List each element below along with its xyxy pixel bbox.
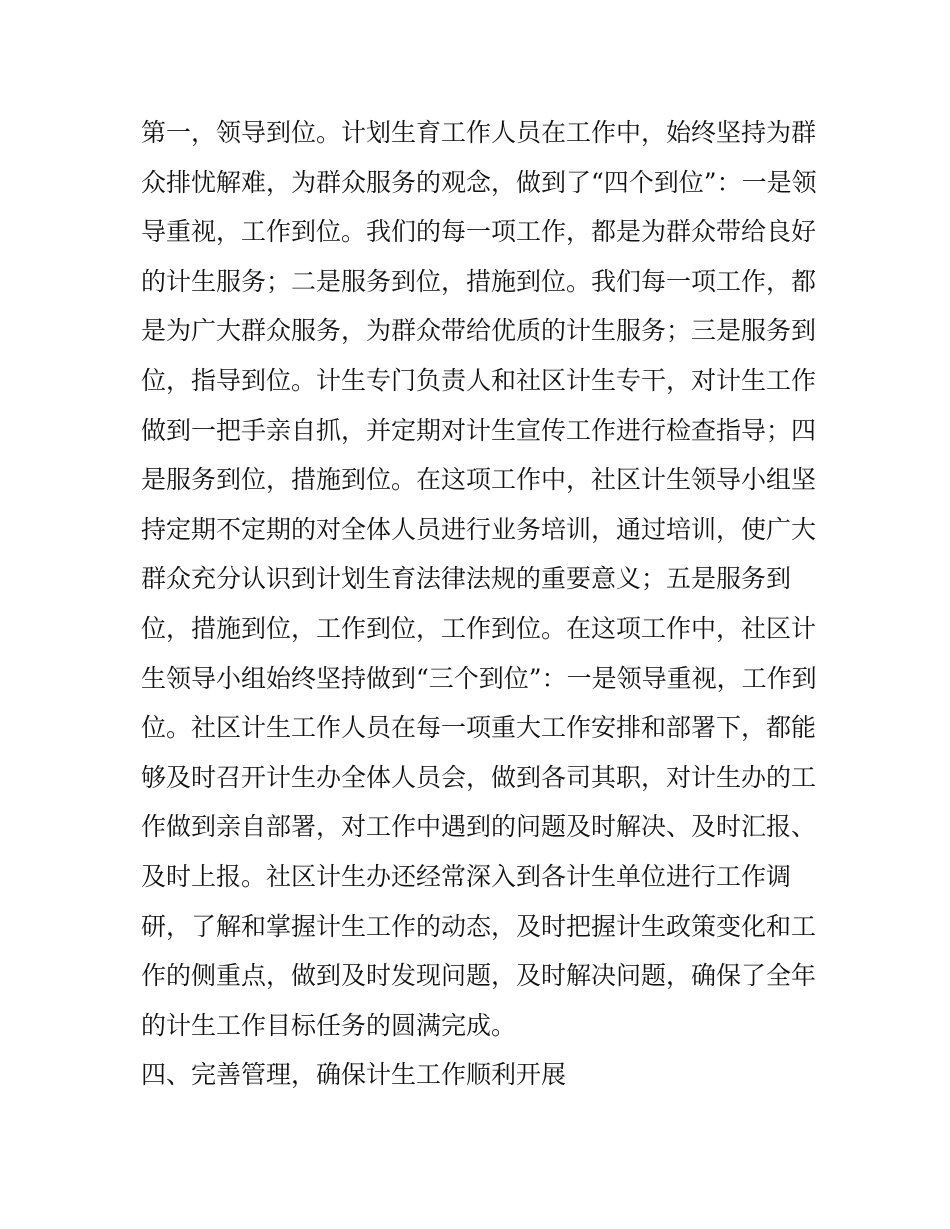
text-line: 持定期不定期的对全体人员进行业务培训，通过培训，使广大 [141, 514, 817, 544]
text-line: 群众充分认识到计划生育法律法规的重要意义；五是服务到 [141, 564, 792, 594]
text-line: 是服务到位，措施到位。在这项工作中，社区计生领导小组坚 [141, 465, 817, 495]
text-line: 及时上报。社区计生办还经常深入到各计生单位进行工作调 [141, 861, 792, 891]
text-line: 第一，领导到位。计划生育工作人员在工作中，始终坚持为群 [141, 118, 817, 147]
text-line: 做到一把手亲自抓，并定期对计生宣传工作进行检查指导；四 [141, 415, 817, 445]
text-line: 是为广大群众服务，为群众带给优质的计生服务；三是服务到 [141, 316, 817, 346]
body-text [141, 108, 821, 1100]
text-line: 的计生服务；二是服务到位，措施到位。我们每一项工作，都 [141, 266, 817, 296]
text-line: 位，措施到位，工作到位，工作到位。在这项工作中，社区计 [141, 613, 817, 643]
text-line: 位，指导到位。计生专门负责人和社区计生专干，对计生工作 [141, 365, 817, 395]
text-line: 位。社区计生工作人员在每一项重大工作安排和部署下，都能 [141, 713, 817, 743]
text-line: 研，了解和掌握计生工作的动态，及时把握计生政策变化和工 [141, 911, 817, 941]
text-line: 导重视，工作到位。我们的每一项工作，都是为群众带给良好 [141, 217, 817, 247]
section-heading: 四、完善管理，确保计生工作顺利开展 [141, 1060, 567, 1090]
text-line: 够及时召开计生办全体人员会，做到各司其职，对计生办的工 [141, 762, 817, 792]
text-line: 众排忧解难，为群众服务的观念，做到了“四个到位”：一是领 [141, 167, 817, 197]
text-line: 的计生工作目标任务的圆满完成。 [141, 1010, 517, 1040]
text-line: 生领导小组始终坚持做到“三个到位”：一是领导重视，工作到 [141, 663, 817, 693]
text-line: 作做到亲自部署，对工作中遇到的问题及时解决、及时汇报、 [141, 812, 817, 842]
text-line: 作的侧重点，做到及时发现问题，及时解决问题，确保了全年 [141, 961, 817, 991]
